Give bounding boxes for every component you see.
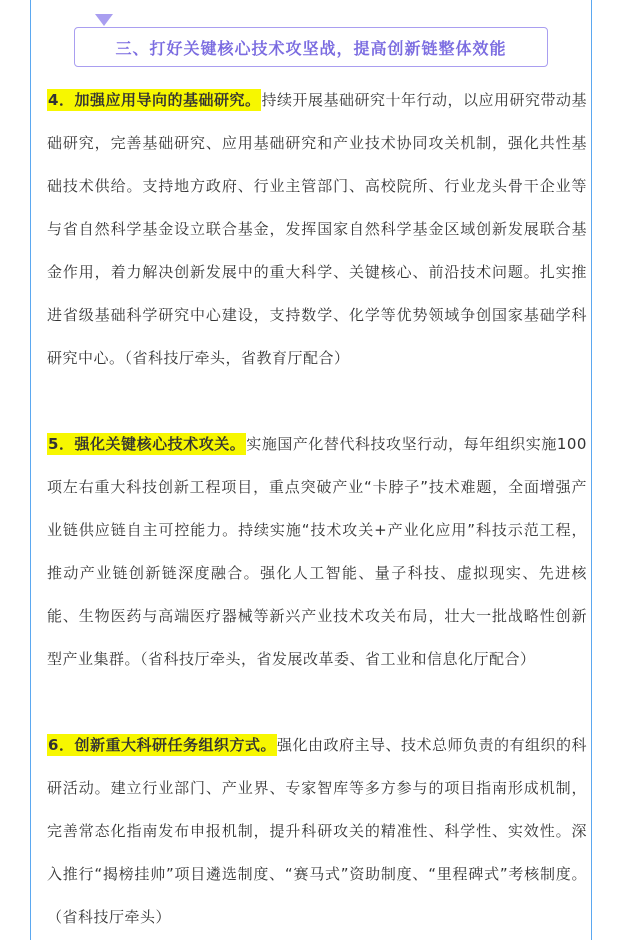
paragraph-4 bbox=[47, 79, 587, 380]
section-header bbox=[74, 27, 548, 67]
paragraph-4-lead: 4．加强应用导向的基础研究。 bbox=[48, 91, 261, 109]
paragraph-5-body: 实施国产化替代科技攻坚行动，每年组织实施100项左右重大科技创新工程项目，重点突破产业“卡脖子”技术难题，全面增强产业链供应链自主可控能力。持续实施“技术攻关+产业化应用”科技示范工程，推动产业链创新链深度融合。强化人工智能、量子科技、虚拟现实、先进核能、生物医药与高端医疗器械等新兴产业技术攻关布局，壮大一批战略性创新型产业集群。（省科技厅牵头，省发展改革委、省工业和信息化厅配合） bbox=[47, 435, 587, 668]
paragraph-4-body: 持续开展基础研究十年行动，以应用研究带动基础研究，完善基础研究、应用基础研究和产业技术协同攻关机制，强化共性基础技术供给。支持地方政府、行业主管部门、高校院所、行业龙头骨干企业等与省自然科学基金设立联合基金，发挥国家自然科学基金区域创新发展联合基金作用，着力解决创新发展中的重大科学、关键核心、前沿技术问题。扎实推进省级基础科学研究中心建设，支持数学、化学等优势领域争创国家基础学科研究中心。（省科技厅牵头，省教育厅配合） bbox=[47, 91, 587, 367]
section-header-title: 三、打好关键核心技术攻坚战，提高创新链整体效能 bbox=[115, 38, 507, 58]
paragraph-6-body: 强化由政府主导、技术总师负责的有组织的科研活动。建立行业部门、产业界、专家智库等多方参与的项目指南形成机制，完善常态化指南发布申报机制，提升科研攻关的精准性、科学性、实效性。深入推行“揭榜挂帅”项目遴选制度、“赛马式”资助制度、“里程碑式”考核制度。（省科技厅牵头） bbox=[47, 736, 587, 926]
paragraph-5-lead: 5．强化关键核心技术攻关。 bbox=[48, 435, 246, 453]
paragraph-6 bbox=[47, 724, 587, 939]
paragraph-6-lead: 6．创新重大科研任务组织方式。 bbox=[48, 736, 276, 754]
triangle-marker-icon bbox=[95, 14, 113, 26]
paragraph-5 bbox=[47, 423, 587, 681]
